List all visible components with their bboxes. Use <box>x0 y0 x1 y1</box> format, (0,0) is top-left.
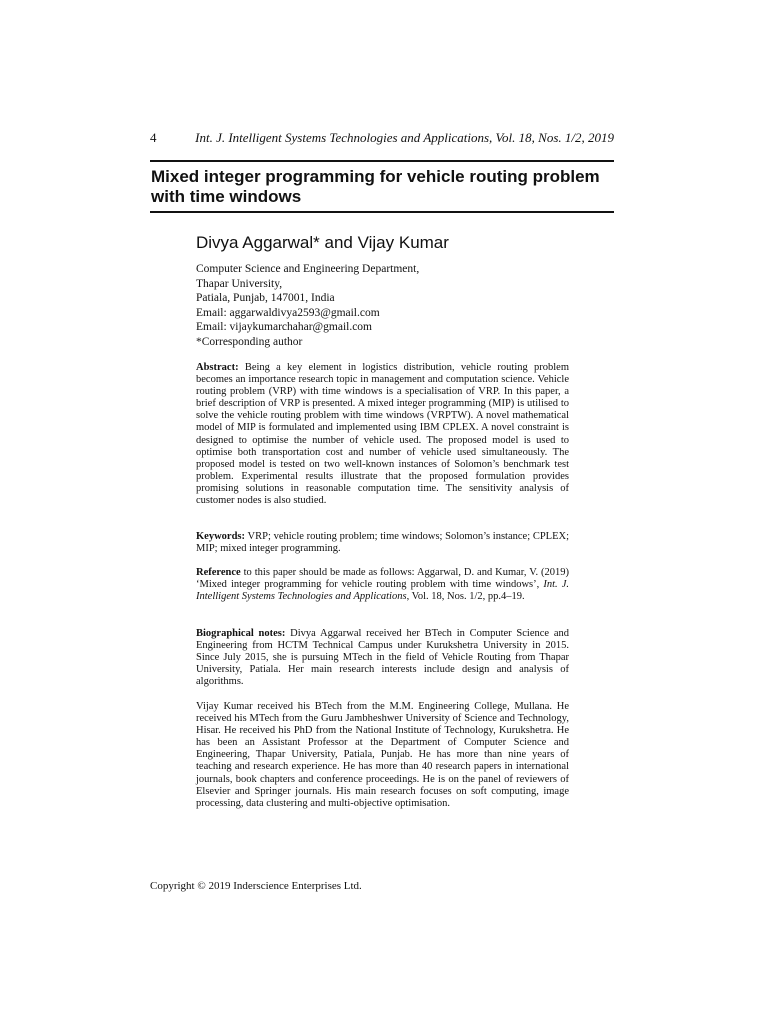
corresponding-author-note: *Corresponding author <box>196 335 303 348</box>
keywords-label: Keywords: <box>196 531 245 542</box>
affiliation-line: Computer Science and Engineering Department, <box>196 263 420 275</box>
reference <box>196 567 569 603</box>
bio-second-author <box>196 701 569 810</box>
page-number: 4 <box>150 130 157 145</box>
biographical-notes <box>196 628 569 688</box>
reference-volume: , Vol. 18, Nos. 1/2, pp.4–19. <box>406 591 525 603</box>
abstract-label: Abstract: <box>196 362 239 373</box>
reference-label: Reference <box>196 567 241 578</box>
affiliation-line: Patiala, Punjab, 147001, India <box>196 292 335 304</box>
affiliation <box>196 262 419 349</box>
author-list: Divya Aggarwal* and Vijay Kumar <box>196 233 449 252</box>
abstract-text: Being a key element in logistics distribution, vehicle routing problem becomes an importance research topic in management and computation science. Vehicle routing problem (VRP) with time windows is a specialisation of VRP. In this paper, a brief description of VRP is presented. A mixed integer programming (MIP) is utilised to solve the vehicle routing problem with time windows (VRPTW). A novel mathematical model of MIP is formulated and implemented using IBM CPLEX. A novel constraint is designed to optimise the number of vehicle used. The proposed model is used to optimise both transportation cost and number of vehicle used simultaneously. The proposed model is tested on two well-known instances of Solomon’s benchmark test problem. Experimental results illustrate that the proposed formulation provides promising solutions in reasonable computation time. The sensitivity analysis of customer nodes is also studied. <box>196 362 569 507</box>
abstract <box>196 362 569 507</box>
reference-journal: Int. J. Intelligent Systems Technologies and Applications <box>196 579 570 603</box>
reference-text: to this paper should be made as follows: Aggarwal, D. and Kumar, V. (2019) ‘Mixed integer programming for vehicle routing problem with time windows’, <box>196 567 570 591</box>
bio-label: Biographical notes: <box>196 628 286 639</box>
author-email: Email: vijaykumarchahar@gmail.com <box>196 321 373 333</box>
bio-text-first-author: Divya Aggarwal received her BTech in Computer Science and Engineering from HCTM Technical Campus under Kurukshetra University in 2015. Since July 2015, she is pursuing MTech in the field of Vehicle Routing from Thapar University, Patiala. Her main research interests include design and analysis of algorithms. <box>196 628 569 688</box>
copyright-footer: Copyright © 2019 Inderscience Enterprises Ltd. <box>150 880 362 892</box>
author-email: Email: aggarwaldivya2593@gmail.com <box>196 306 380 319</box>
keywords <box>196 531 569 555</box>
title-rule <box>150 211 614 213</box>
top-rule <box>150 160 614 162</box>
journal-citation: Int. J. Intelligent Systems Technologies and Applications, Vol. 18, Nos. 1/2, 2019 <box>195 130 614 145</box>
running-header <box>150 130 614 148</box>
paper-title: Mixed integer programming for vehicle routing problem with time windows <box>151 167 600 206</box>
bio-text-second-author: Vijay Kumar received his BTech from the M.M. Engineering College, Mullana. He received his MTech from the Guru Jambheshwer University of Science and Technology, Hisar. He received his PhD from the National Institute of Technology, Kurukshetra. He has been an Assistant Professor at the Department of Computer Science and Engineering, Thapar University, Patiala, Punjab. He has more than nine years of teaching and research experience. He has more than 40 research papers in international journals, book chapters and conference proceedings. He is on the panel of reviewers of Elsevier and Springer journals. His main research focuses on soft computing, image processing, data clustering and multi-objective optimisation. <box>196 701 569 809</box>
keywords-text: VRP; vehicle routing problem; time windows; Solomon’s instance; CPLEX; MIP; mixed integer programming. <box>196 531 569 555</box>
affiliation-line: Thapar University, <box>196 277 283 290</box>
